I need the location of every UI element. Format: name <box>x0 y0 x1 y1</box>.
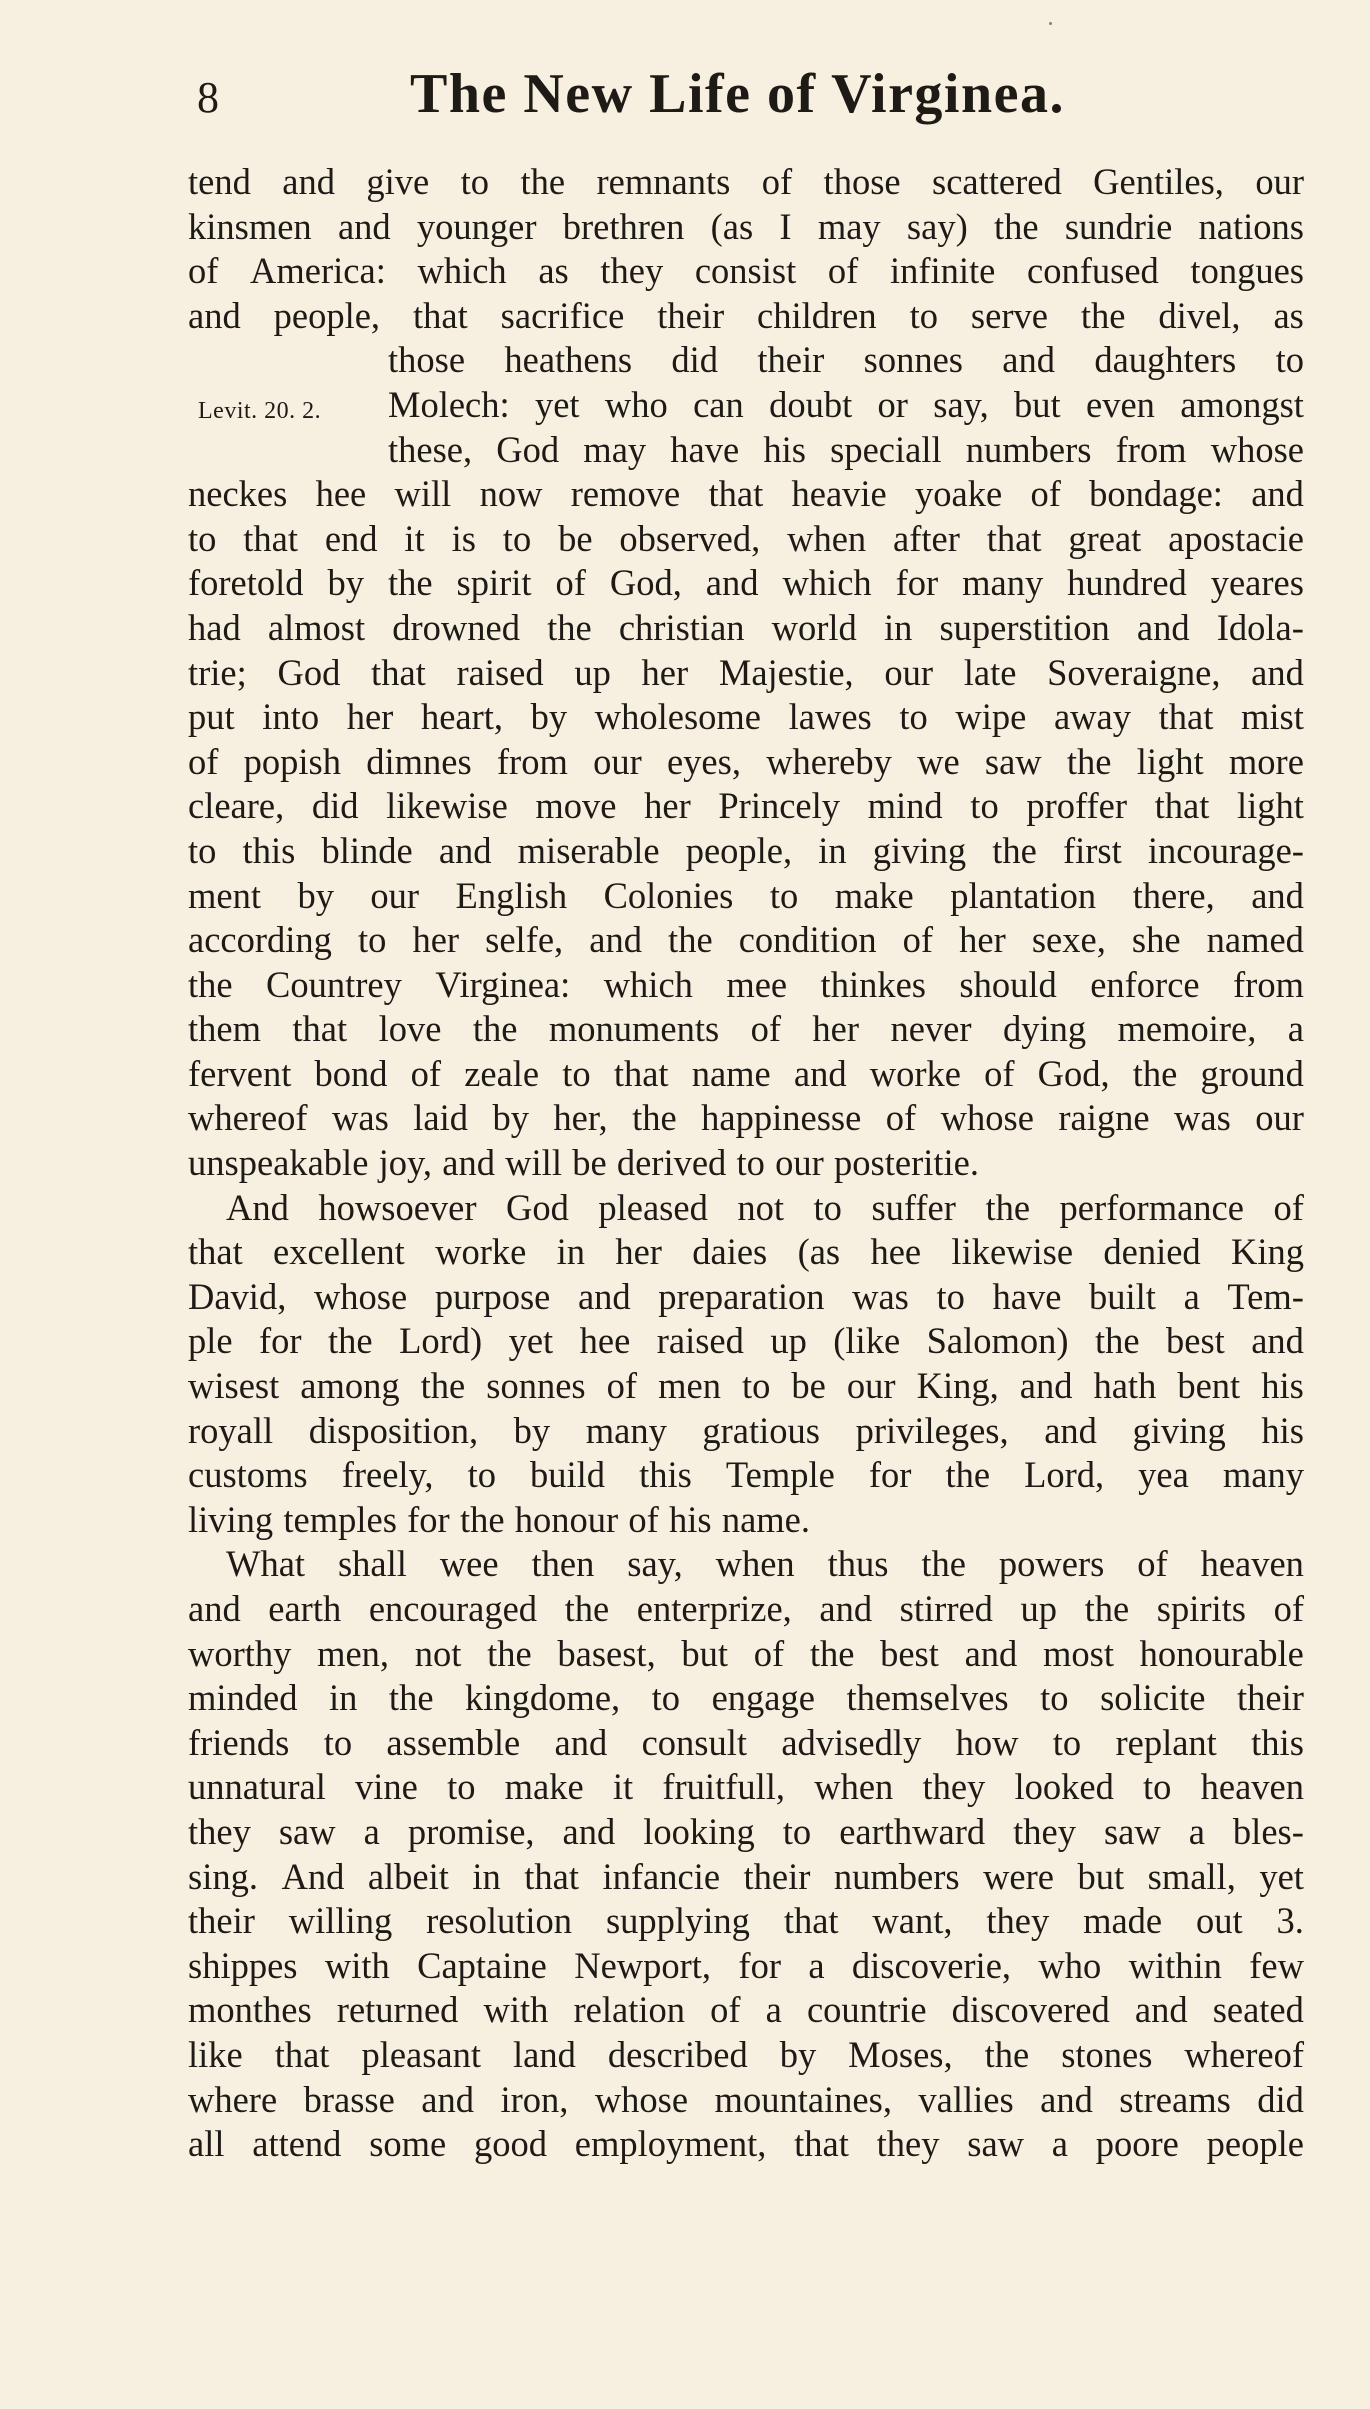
margin-note: Levit. 20. 2. <box>198 398 322 424</box>
text-line: cleare, did likewise move her Princely mind to proffer that light <box>188 785 1304 827</box>
text-line: Molech: yet who can doubt or say, but even amongst <box>388 383 1304 425</box>
text-line: minded in the kingdome, to engage themselves to solicite their <box>188 1677 1304 1719</box>
text-line: whereof was laid by her, the happinesse of whose raigne was our <box>188 1097 1304 1139</box>
text-line: and people, that sacrifice their children to serve the divel, as <box>188 294 1304 336</box>
text-line: their willing resolution supplying that want, they made out 3. <box>188 1900 1304 1942</box>
body-text <box>188 160 1304 2167</box>
page-number: 8 <box>197 73 220 122</box>
text-line: those heathens did their sonnes and daughters to <box>388 339 1304 381</box>
text-line: unnatural vine to make it fruitfull, when they looked to heaven <box>188 1766 1304 1808</box>
text-line: worthy men, not the basest, but of the best and most honourable <box>188 1632 1304 1674</box>
text-line: ment by our English Colonies to make plantation there, and <box>188 874 1304 916</box>
text-line: unspeakable joy, and will be derived to our posteritie. <box>188 1142 979 1184</box>
text-line: kinsmen and younger brethren (as I may say) the sundrie nations <box>188 205 1304 247</box>
text-line: according to her selfe, and the condition of her sexe, she named <box>188 919 1304 961</box>
text-line: neckes hee will now remove that heavie yoake of bondage: and <box>188 473 1304 515</box>
text-line: put into her heart, by wholesome lawes to wipe away that mist <box>188 696 1304 738</box>
text-line: they saw a promise, and looking to earthward they saw a bles- <box>188 1810 1304 1852</box>
text-line: like that pleasant land described by Moses, the stones whereof <box>188 2033 1304 2075</box>
text-line: sing. And albeit in that infancie their numbers were but small, yet <box>188 1855 1304 1897</box>
text-line: royall disposition, by many gratious privileges, and giving his <box>188 1409 1304 1451</box>
text-line: all attend some good employment, that they saw a poore people <box>188 2123 1304 2165</box>
text-line: to this blinde and miserable people, in giving the first incourage- <box>188 829 1304 871</box>
text-line: And howsoever God pleased not to suffer the performance of <box>226 1186 1304 1228</box>
text-line: wisest among the sonnes of men to be our King, and hath bent his <box>188 1365 1304 1407</box>
text-line: these, God may have his speciall numbers from whose <box>388 428 1304 470</box>
text-line: them that love the monuments of her never dying memoire, a <box>188 1008 1304 1050</box>
text-line: ple for the Lord) yet hee raised up (like Salomon) the best and <box>188 1320 1304 1362</box>
text-line: where brasse and iron, whose mountaines, vallies and streams did <box>188 2078 1304 2120</box>
text-line: foretold by the spirit of God, and which for many hundred yeares <box>188 562 1304 604</box>
text-line: David, whose purpose and preparation was to have built a Tem- <box>188 1275 1304 1317</box>
running-head: The New Life of Virginea. <box>410 63 1065 125</box>
page-header <box>0 62 1370 132</box>
text-line: customs freely, to build this Temple for the Lord, yea many <box>188 1454 1304 1496</box>
text-line: had almost drowned the christian world in superstition and Idola- <box>188 606 1304 648</box>
text-line: to that end it is to be observed, when after that great apostacie <box>188 517 1304 559</box>
text-line: tend and give to the remnants of those scattered Gentiles, our <box>188 161 1304 202</box>
text-line: and earth encouraged the enterprize, and stirred up the spirits of <box>188 1588 1304 1629</box>
text-line: that excellent worke in her daies (as hee likewise denied King <box>188 1231 1304 1273</box>
text-line: fervent bond of zeale to that name and worke of God, the ground <box>188 1052 1304 1094</box>
text-line: What shall wee then say, when thus the powers of heaven <box>226 1543 1304 1585</box>
text-line: of America: which as they consist of infinite confused tongues <box>188 250 1304 292</box>
text-line: trie; God that raised up her Majestie, our late Soveraigne, and <box>188 651 1304 693</box>
text-line: the Countrey Virginea: which mee thinkes should enforce from <box>188 963 1304 1005</box>
text-line: friends to assemble and consult advisedly how to replant this <box>188 1721 1304 1763</box>
text-line: shippes with Captaine Newport, for a discoverie, who within few <box>188 1944 1304 1986</box>
text-line: living temples for the honour of his name. <box>188 1498 810 1540</box>
text-line: of popish dimnes from our eyes, whereby we saw the light more <box>188 740 1304 782</box>
paper-speck <box>1049 22 1052 25</box>
text-line: monthes returned with relation of a countrie discovered and seated <box>188 1989 1304 2031</box>
